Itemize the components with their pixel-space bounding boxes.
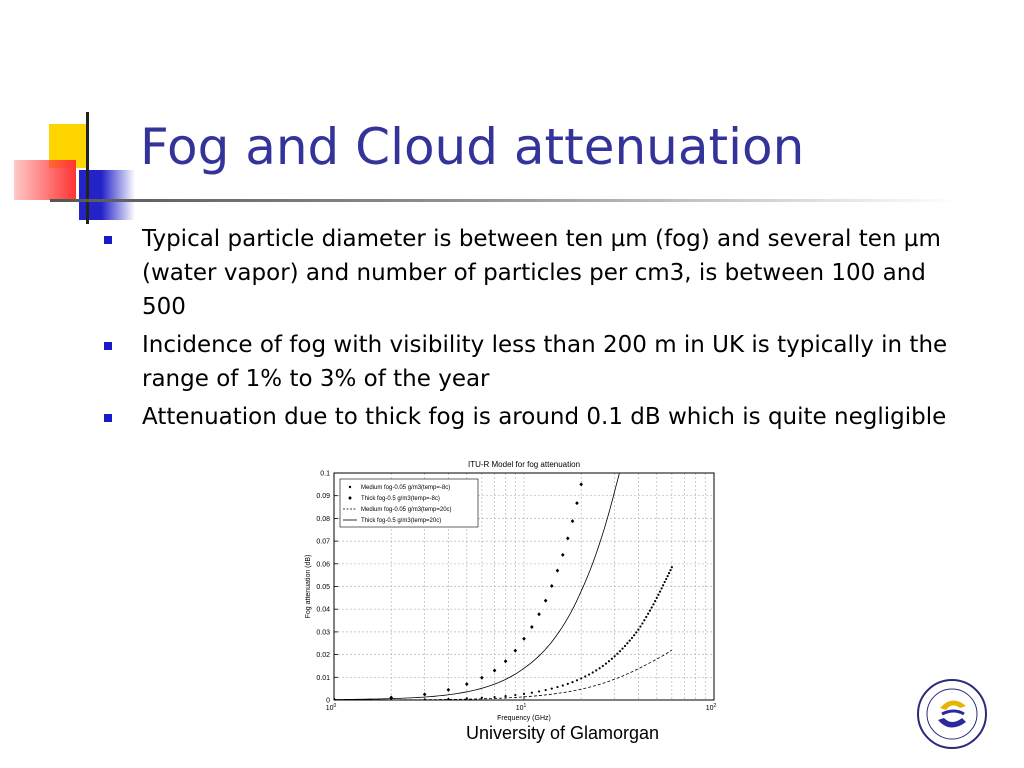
legend-label: Thick fog-0.5 g/m3(temp=20c): [361, 518, 442, 525]
data-point: [661, 587, 663, 589]
y-axis-label: Fog attenuation (dB): [305, 554, 312, 619]
title-underline: [50, 199, 960, 202]
data-point: [647, 613, 649, 615]
data-point: [629, 640, 631, 642]
fog-attenuation-chart: [296, 456, 726, 724]
x-axis-label: Frequency (GHz): [497, 715, 551, 722]
data-point: [493, 696, 495, 698]
data-point: [659, 590, 661, 592]
data-point: [643, 619, 645, 621]
data-point: [504, 695, 506, 697]
x-tick-label: $10^1$: [515, 703, 527, 712]
data-point: [664, 581, 666, 583]
y-tick-label: 0.06: [316, 561, 330, 569]
data-point: [571, 681, 573, 683]
data-point: [665, 578, 667, 580]
square-bullet-icon: [104, 236, 112, 244]
legend-label: Thick fog-0.5 g/m3(temp=-8c): [361, 496, 440, 503]
data-point: [621, 647, 623, 649]
y-tick-label: 0.07: [316, 538, 330, 546]
deco-red-square: [14, 160, 76, 200]
data-point: [651, 606, 653, 608]
x-tick-label: $10^0$: [325, 703, 337, 712]
data-point: [595, 669, 597, 671]
data-point: [608, 660, 610, 662]
y-tick-label: 0: [326, 697, 330, 705]
data-point: [514, 694, 516, 696]
data-point: [662, 584, 664, 586]
deco-vertical-line: [86, 112, 89, 224]
data-point: [605, 663, 607, 665]
data-point: [637, 629, 639, 631]
data-point: [667, 575, 669, 577]
data-point: [584, 675, 586, 677]
bullet-text: Incidence of fog with visibility less than 200 m in UK is typically in the range of 1% to 3% of the year: [142, 332, 948, 392]
data-point: [611, 658, 613, 660]
slide-title: Fog and Cloud attenuation: [140, 118, 805, 176]
data-point: [657, 594, 659, 596]
y-tick-label: 0.05: [316, 584, 330, 591]
data-point: [624, 645, 626, 647]
data-point: [602, 665, 604, 667]
data-point: [631, 637, 633, 639]
square-bullet-icon: [104, 342, 112, 350]
data-point: [626, 642, 628, 644]
data-point: [614, 655, 616, 657]
data-point: [639, 625, 641, 627]
data-point: [580, 677, 582, 679]
bullet-text: Typical particle diameter is between ten µm (fog) and several ten µm (water vapor) and number of particles per cm3, is between 100 and 500: [142, 226, 941, 320]
data-point: [641, 622, 643, 624]
data-point: [523, 693, 525, 695]
data-point: [616, 653, 618, 655]
bullet-item: [104, 328, 954, 396]
data-point: [656, 597, 658, 599]
y-tick-label: 0.1: [320, 470, 330, 478]
legend-marker: [349, 486, 351, 488]
footer-caption: University of Glamorgan: [466, 723, 660, 743]
data-point: [633, 634, 635, 636]
legend-label: Medium fog-0.05 g/m3(temp=-8c): [361, 485, 451, 492]
data-point: [583, 463, 587, 467]
data-point: [599, 667, 601, 669]
data-point: [652, 603, 654, 605]
bullet-item: [104, 222, 954, 324]
data-point: [562, 684, 564, 686]
data-point: [567, 683, 569, 685]
data-point: [592, 671, 594, 673]
data-point: [551, 688, 553, 690]
bullet-item: [104, 400, 954, 434]
data-point: [671, 566, 673, 568]
x-tick-label: $10^2$: [705, 703, 717, 712]
data-point: [649, 610, 651, 612]
university-seal-logo: [916, 678, 988, 750]
data-point: [668, 572, 670, 574]
data-point: [588, 673, 590, 675]
bullet-list: [104, 222, 954, 438]
data-point: [538, 690, 540, 692]
y-tick-label: 0.03: [316, 629, 330, 637]
y-tick-label: 0.04: [316, 606, 330, 614]
y-tick-label: 0.08: [316, 515, 330, 523]
data-point: [635, 631, 637, 633]
data-point: [645, 616, 647, 618]
chart-title: ITU-R Model for fog attenuation: [467, 460, 581, 469]
legend: [340, 479, 478, 527]
data-point: [576, 679, 578, 681]
y-tick-label: 0.02: [316, 652, 330, 660]
data-point: [556, 686, 558, 688]
bullet-text: Attenuation due to thick fog is around 0.1 dB which is quite negligible: [142, 404, 947, 430]
data-point: [619, 650, 621, 652]
square-bullet-icon: [104, 414, 112, 422]
data-point: [654, 600, 656, 602]
data-point: [545, 689, 547, 691]
legend-label: Medium fog-0.05 g/m3(temp=20c): [361, 507, 452, 514]
y-tick-label: 0.09: [316, 493, 330, 501]
data-point: [531, 692, 533, 694]
y-tick-label: 0.01: [316, 674, 330, 682]
data-point: [669, 569, 671, 571]
